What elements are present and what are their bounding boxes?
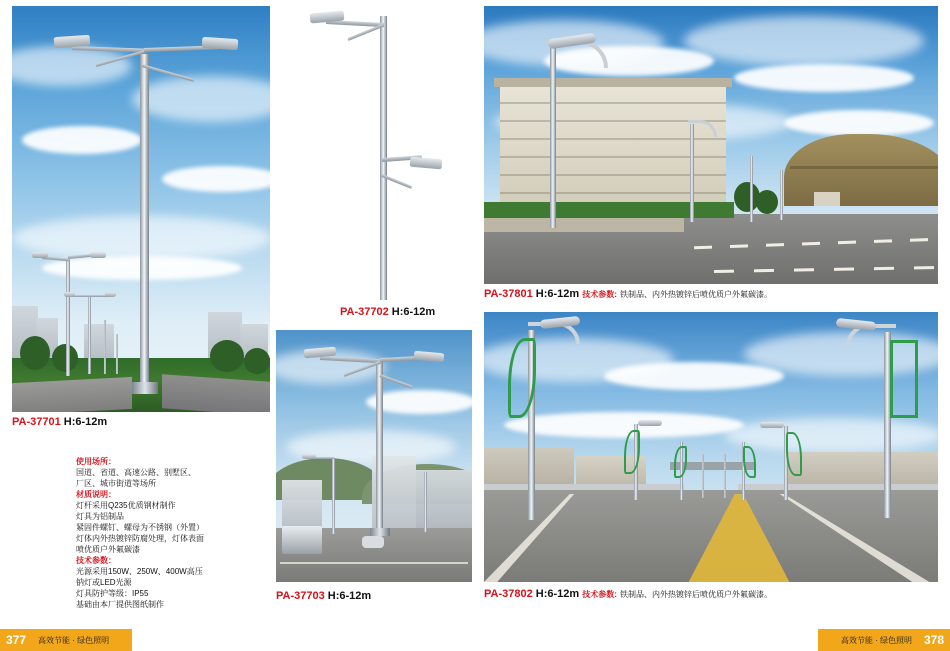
cloud [684, 16, 924, 66]
roadside-sign [814, 192, 840, 206]
lamp-pole-secondary [780, 170, 783, 220]
lamp-head [32, 252, 48, 258]
vehicle-car [362, 536, 384, 548]
caption-pa-37702 [340, 306, 435, 318]
caption-pa-37801 [484, 288, 772, 300]
specifications-block [76, 456, 266, 610]
hillside-terrace [790, 166, 938, 169]
lamp-pole-base [370, 528, 390, 536]
cloud [784, 110, 934, 136]
product-size: H:6-12m [535, 588, 580, 600]
product-size: H:6-12m [391, 306, 436, 318]
lamp-pole-secondary [424, 472, 427, 532]
page-number-left: 377 [6, 633, 27, 647]
lamp-pole-secondary [88, 296, 91, 374]
product-size: H:6-12m [327, 590, 372, 602]
footer-tagline-right: 高效节能 · 绿色照明 [840, 635, 912, 645]
lamp-pole-secondary [116, 334, 118, 374]
cloud [504, 412, 744, 438]
lamp-pole-secondary [332, 458, 335, 534]
cloud [22, 126, 142, 154]
lamp-pole-main [376, 360, 383, 536]
tree [52, 344, 78, 372]
footer-right [818, 629, 950, 651]
tree [20, 336, 50, 370]
spec-line: 光源采用150W、250W、400W高压 [76, 567, 203, 576]
footer-left [0, 629, 132, 651]
road-marking [280, 562, 468, 564]
tree [244, 348, 270, 374]
product-code: PA-37801 [484, 288, 533, 300]
cloud [162, 166, 270, 192]
spec-line: 国道、省道、高速公路、别墅区、 [76, 468, 196, 477]
page-number-right: 378 [923, 633, 944, 647]
spec-heading-material: 材质说明： [76, 490, 116, 499]
product-code: PA-37701 [12, 416, 61, 428]
lamp-pole-feature [550, 46, 556, 228]
product-code: PA-37802 [484, 588, 533, 600]
product-photo-pa-37801 [484, 6, 938, 284]
spec-line: 灯杆采用Q235优质钢材制作 [76, 501, 176, 510]
lamp-pole-row [702, 454, 704, 498]
tree [210, 340, 244, 372]
cloud [724, 418, 938, 452]
product-photo-pa-37701 [12, 6, 270, 412]
lamp-head [638, 420, 662, 426]
lamp-pole-secondary [750, 156, 753, 222]
product-size: H:6-12m [535, 288, 580, 300]
lamp-pole-main [140, 54, 149, 392]
footer-tagline-left: 高效节能 · 绿色照明 [38, 635, 110, 645]
spec-line: 灯具防护等级：IP55 [76, 589, 149, 598]
road-surface [12, 377, 132, 412]
product-size: H:6-12m [63, 416, 108, 428]
cloud [734, 64, 914, 92]
product-code: PA-37702 [340, 306, 389, 318]
bridge-railing-right [738, 484, 938, 490]
caption-pa-37703 [276, 590, 371, 602]
product-photo-pa-37802 [484, 312, 938, 582]
lamp-pole-row [724, 454, 726, 498]
cloud [604, 362, 784, 390]
sidewalk [484, 218, 684, 232]
spec-line: 紧固件螺钉、螺母为不锈钢（外置） [76, 523, 204, 532]
building-roof [494, 78, 732, 87]
background-building [282, 480, 322, 532]
tree [756, 190, 778, 214]
white-background [282, 6, 472, 300]
spec-line: 钠灯或LED光源 [76, 578, 132, 587]
tech-parameters-text: 铁制品、内外热镀锌后喷优质户外氟碳漆。 [619, 590, 772, 599]
caption-pa-37701 [12, 416, 107, 428]
product-photo-pa-37702 [282, 6, 472, 300]
lamp-pole-secondary [690, 124, 694, 222]
lamp-head [64, 292, 75, 297]
lamp-pole-base [132, 382, 158, 394]
product-code: PA-37703 [276, 590, 325, 602]
lamp-pole-secondary [66, 258, 70, 376]
bridge-railing-left [484, 484, 684, 490]
lamp-head [760, 422, 784, 428]
spec-line: 灯体内外热镀锌防腐处理，灯体表面 [76, 534, 204, 543]
lamp-head [90, 252, 106, 258]
caption-pa-37802 [484, 588, 772, 600]
vehicle-truck [282, 526, 322, 554]
spec-line: 厂区、城市街道等场所 [76, 479, 156, 488]
spec-heading-usage: 使用场所： [76, 457, 116, 466]
tech-parameters-text: 铁制品、内外热镀锌后喷优质户外氟碳漆。 [619, 290, 772, 299]
tech-parameters-label: 技术参数: [582, 590, 617, 599]
spec-line: 喷优质户外氟碳漆 [76, 545, 140, 554]
spec-heading-technical: 技术参数： [76, 556, 116, 565]
lamp-head [302, 454, 316, 459]
product-photo-pa-37703 [276, 330, 472, 582]
hillside [784, 134, 938, 206]
spec-line: 灯具为铝制品 [76, 512, 124, 521]
lamp-head [105, 292, 116, 297]
spec-line: 基础由本厂提供图纸制作 [76, 600, 164, 609]
tech-parameters-label: 技术参数: [582, 290, 617, 299]
decorative-green-blade-right [890, 340, 918, 418]
road-surface-right [162, 374, 270, 412]
lamp-pole-secondary [104, 320, 106, 374]
kerb-green-strip [484, 202, 734, 218]
